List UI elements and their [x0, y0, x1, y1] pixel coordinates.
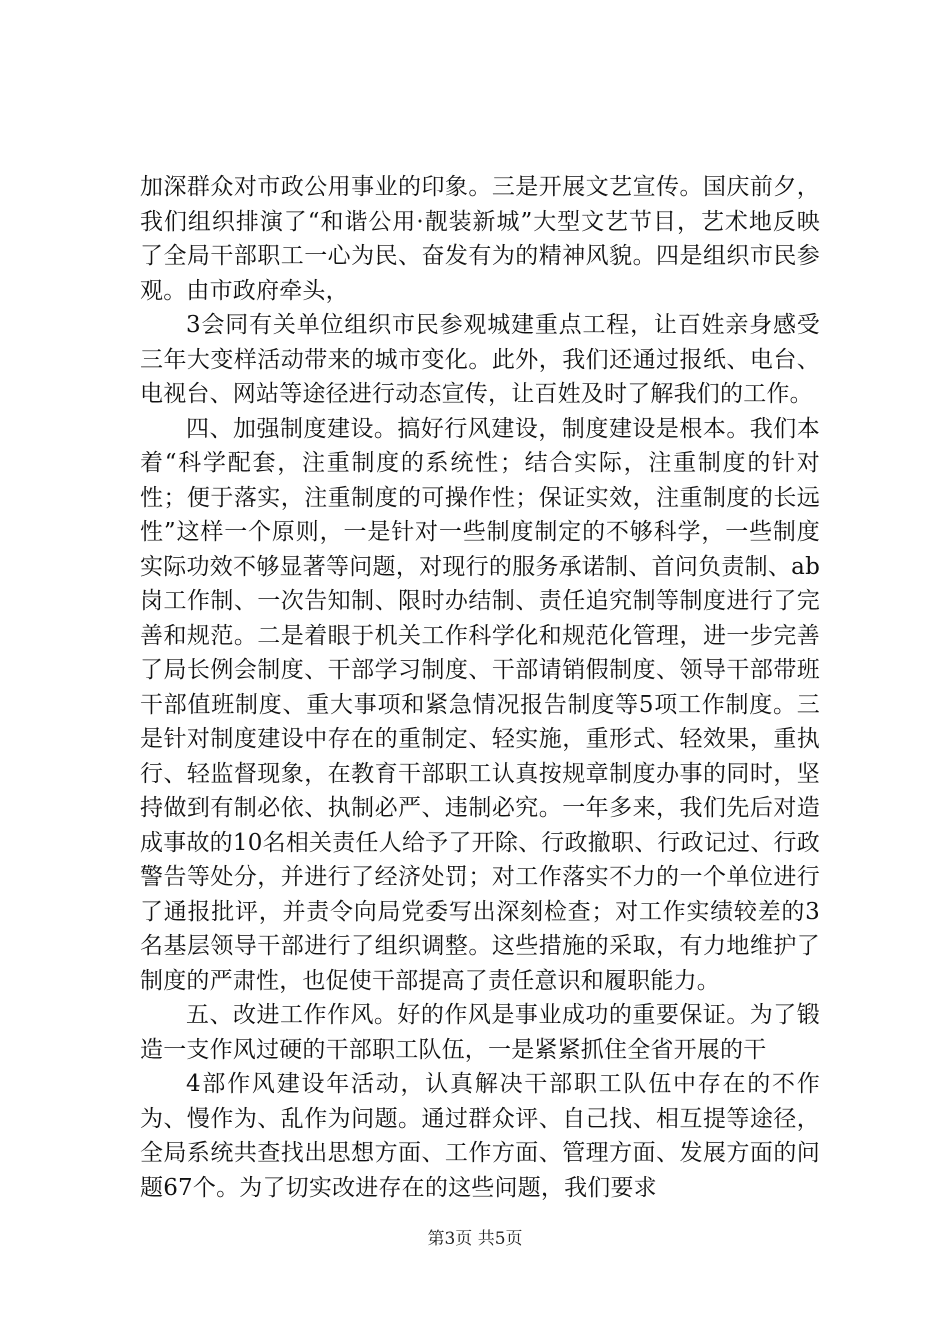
document-body [140, 170, 820, 1205]
paragraph-4: 五、改进工作作风。好的作风是事业成功的重要保证。为了锻造一支作风过硬的干部职工队伍，一是紧紧抓住全省开展的干 [140, 1002, 820, 1063]
page-footer: 第3页 共5页 [427, 1229, 523, 1249]
paragraph-2: 3会同有关单位组织市民参观城建重点工程，让百姓亲身感受三年大变样活动带来的城市变化。此外，我们还通过报纸、电台、电视台、网站等途径进行动态宣传，让百姓及时了解我们的工作。 [140, 312, 820, 407]
paragraph-5: 4部作风建设年活动，认真解决干部职工队伍中存在的不作为、慢作为、乱作为问题。通过群众评、自己找、相互提等途径，全局系统共查找出思想方面、工作方面、管理方面、发展方面的问题67个。为了切实改进存在的这些问题，我们要求 [140, 1071, 820, 1201]
paragraph-3: 四、加强制度建设。搞好行风建设，制度建设是根本。我们本着“科学配套，注重制度的系统性；结合实际，注重制度的针对性；便于落实，注重制度的可操作性；保证实效，注重制度的长远性”这样一个原则，一是针对一些制度制定的不够科学，一些制度实际功效不够显著等问题，对现行的服务承诺制、首问负责制、ab岗工作制、一次告知制、限时办结制、责任追究制等制度进行了完善和规范。二是着眼于机关工作科学化和规范化管理，进一步完善了局长例会制度、干部学习制度、干部请销假制度、领导干部带班干部值班制度、重大事项和紧急情况报告制度等5项工作制度。三是针对制度建设中存在的重制定、轻实施，重形式、轻效果，重执行、轻监督现象，在教育干部职工认真按规章制度办事的同时，坚持做到有制必依、执制必严、违制必究。一年多来，我们先后对造成事故的10名相关责任人给予了开除、行政撤职、行政记过、行政警告等处分，并进行了经济处罚；对工作落实不力的一个单位进行了通报批评，并责令向局党委写出深刻检查；对工作实绩较差的3名基层领导干部进行了组织调整。这些措施的采取，有力地维护了制度的严肃性，也促使干部提高了责任意识和履职能力。 [140, 415, 820, 994]
paragraph-1: 加深群众对市政公用事业的印象。三是开展文艺宣传。国庆前夕，我们组织排演了“和谐公用·靓装新城”大型文艺节目，艺术地反映了全局干部职工一心为民、奋发有为的精神风貌。四是组织市民参观。由市政府牵头， [140, 174, 820, 304]
